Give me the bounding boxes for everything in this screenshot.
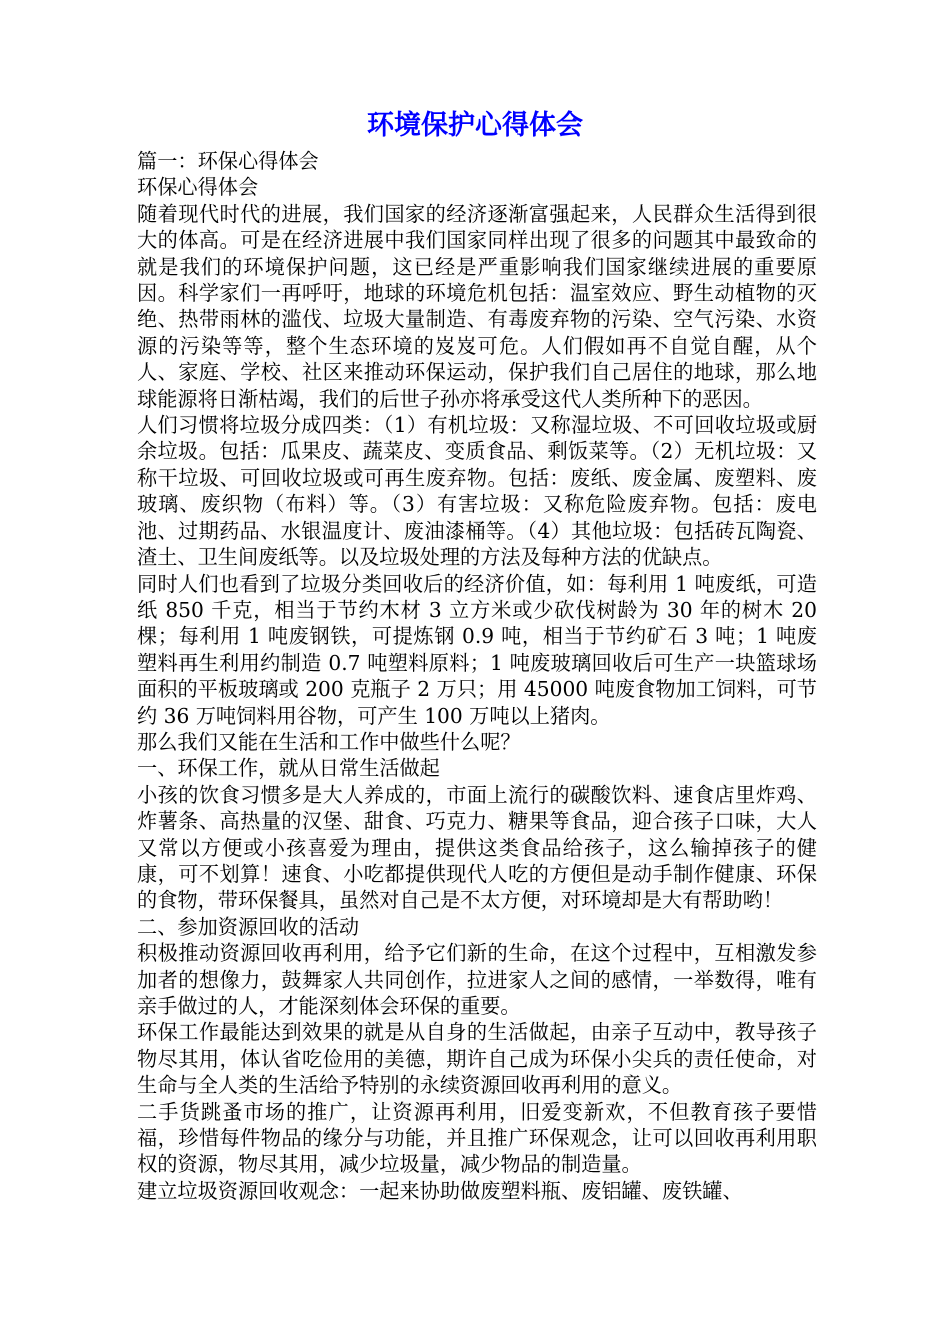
paragraph: 建立垃圾资源回收观念：一起来协助做废塑料瓶、废铝罐、废铁罐、 (137, 1178, 743, 1203)
subheading: 环保心得体会 (137, 175, 259, 200)
paragraph: 小孩的饮食习惯多是大人养成的，市面上流行的碳酸饮料、速食店里炸鸡、炸薯条、高热量的汉堡、甜食、巧克力、糖果等食品，迎合孩子口味，大人又常以方便或小孩喜爱为理由，提供这类食品给孩子，这么输掉孩子的健康，可不划算！速食、小吃都提供现代人吃的方便但是动手制作健康、环保的食物，带环保餐具，虽然对自己是不太方便，对环境却是大有帮助哟！ (137, 782, 817, 913)
section-heading-1: 篇一：环保心得体会 (137, 149, 319, 173)
paragraph: 随着现代时代的进展，我们国家的经济逐渐富强起来，人民群众生活得到很大的体高。可是在经济进展中我们国家同样出现了很多的问题其中最致命的就是我们的环境保护问题，这已经是严重影响我们国家继续进展的重要原因。科学家们一再呼吁，地球的环境危机包括：温室效应、野生动植物的灭绝、热带雨林的滥伐、垃圾大量制造、有毒废弃物的污染、空气污染、水资源的污染等等，整个生态环境的岌岌可危。人们假如再不自觉自醒，从个人、家庭、学校、社区来推动环保运动，保护我们自己居住的地球，那么地球能源将日渐枯竭，我们的后世子孙亦将承受这代人类所种下的恶因。 (137, 201, 817, 411)
paragraph: 那么我们又能在生活和工作中做些什么呢？ (137, 729, 521, 754)
section-heading-3: 二、参加资源回收的活动 (137, 914, 360, 939)
paragraph: 人们习惯将垃圾分成四类：（1）有机垃圾：又称湿垃圾、不可回收垃圾或厨余垃圾。包括：瓜果皮、蔬菜皮、变质食品、剩饭菜等。（2）无机垃圾：又称干垃圾、可回收垃圾或可再生废弃物。包括：废纸、废金属、废塑料、废玻璃、废织物（布料）等。（3）有害垃圾：又称危险废弃物。包括：废电池、过期药品、水银温度计、废油漆桶等。（4）其他垃圾：包括砖瓦陶瓷、渣土、卫生间废纸等。以及垃圾处理的方法及每种方法的优缺点。 (137, 413, 817, 570)
paragraph: 二手货跳蚤市场的推广，让资源再利用，旧爱变新欢，不但教育孩子要惜福，珍惜每件物品的缘分与功能，并且推广环保观念，让可以回收再利用职权的资源，物尽其用，减少垃圾量，减少物品的制造量。 (137, 1099, 817, 1177)
paragraph: 环保工作最能达到效果的就是从自身的生活做起，由亲子互动中，教导孩子物尽其用，体认省吃俭用的美德，期许自己成为环保小尖兵的责任使命，对生命与全人类的生活给予特别的永续资源回收再利用的意义。 (137, 1020, 817, 1098)
document-title: 环境保护心得体会 (367, 110, 583, 141)
document-body (137, 148, 817, 1204)
section-heading-2: 一、环保工作，就从日常生活做起 (137, 756, 440, 781)
paragraph: 积极推动资源回收再利用，给予它们新的生命，在这个过程中，互相激发参加者的想像力，鼓舞家人共同创作，拉进家人之间的感情，一举数得，唯有亲手做过的人，才能深刻体会环保的重要。 (137, 941, 817, 1018)
paragraph: 同时人们也看到了垃圾分类回收后的经济价值，如：每利用 1 吨废纸，可造纸 850 千克，相当于节约木材 3 立方米或少砍伐树龄为 30 年的树木 20 棵；每利用 1 吨废钢铁，可提炼钢 0.9 吨，相当于节约矿石 3 吨；1 吨废塑料再生利用约制造 0.7 吨塑料原料；1 吨废玻璃回收后可生产一块篮球场面积的平板玻璃或 200 克瓶子 2 万只；用 45000 吨废食物加工饲料，可节约 36 万吨饲料用谷物，可产生 100 万吨以上猪肉。 (137, 571, 817, 728)
